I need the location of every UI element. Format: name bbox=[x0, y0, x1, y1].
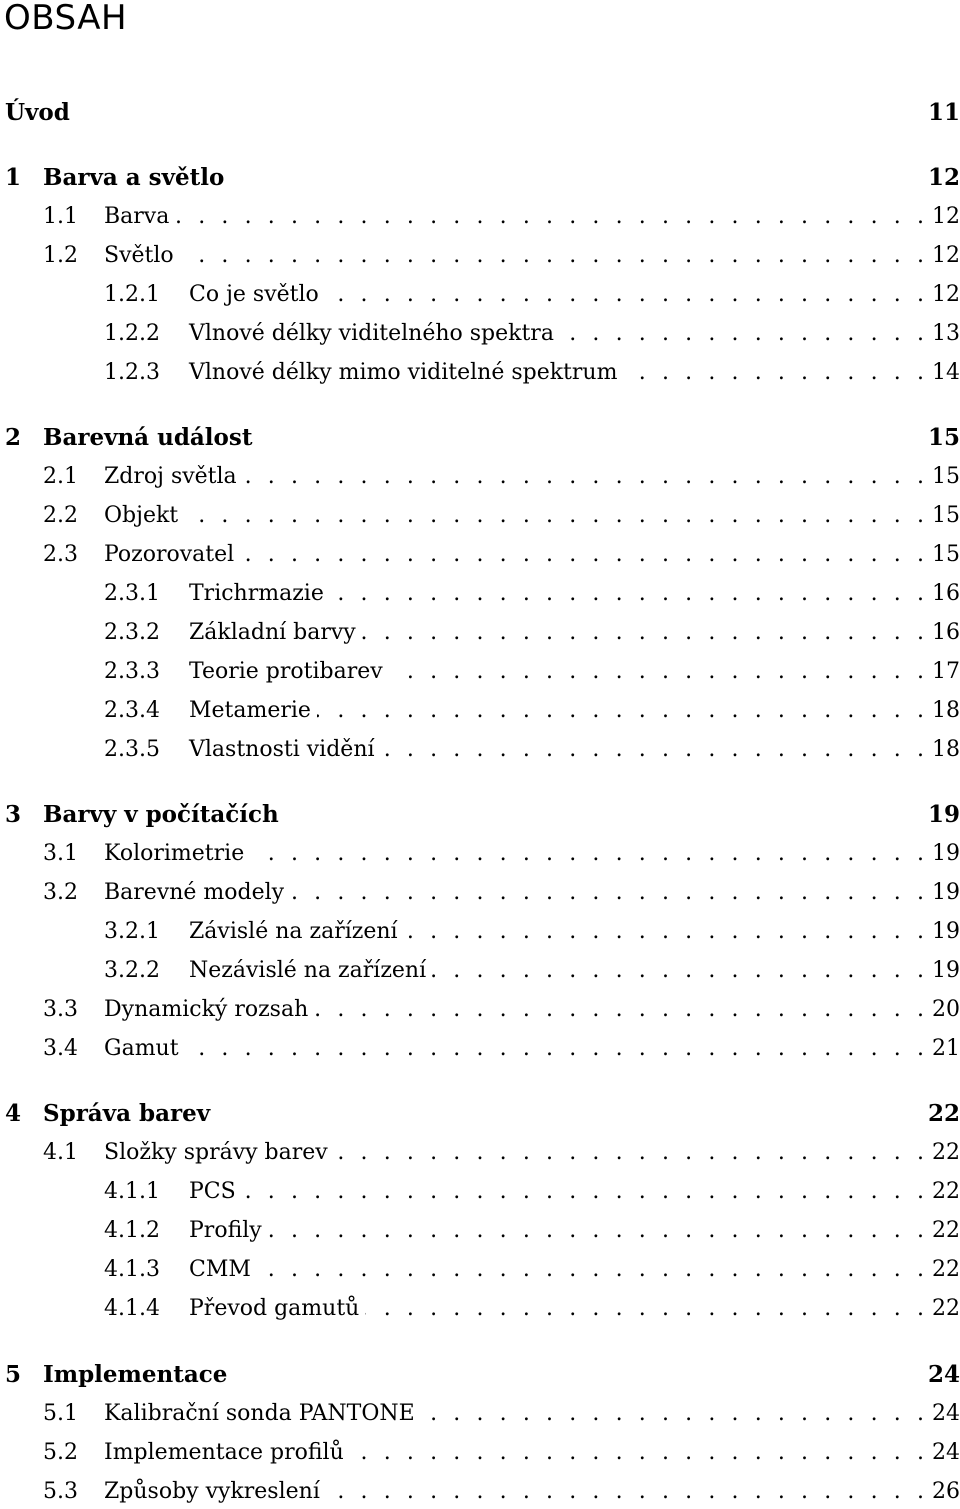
toc-entry-page-number: 20 bbox=[932, 996, 960, 1022]
toc-entry-page-number: 22 bbox=[932, 1178, 960, 1204]
toc-section-entry[interactable] bbox=[5, 836, 960, 870]
toc-dot-leader bbox=[290, 880, 924, 905]
toc-entry-page-number: 22 bbox=[927, 1099, 960, 1127]
toc-dot-leader bbox=[325, 282, 924, 307]
toc-entry-number: 1.2.1 bbox=[104, 281, 160, 307]
toc-entry-page-number: 12 bbox=[932, 203, 960, 229]
toc-dot-leader bbox=[180, 243, 924, 268]
toc-section-entry[interactable] bbox=[5, 277, 960, 311]
toc-entry-number: 1.2.3 bbox=[104, 359, 160, 385]
toc-entry-title: Nezávislé na zařízení bbox=[189, 957, 427, 983]
toc-entry-title: Barevná událost bbox=[43, 423, 253, 451]
toc-dot-leader bbox=[334, 1140, 924, 1165]
toc-entry-title: Vlastnosti vidění bbox=[189, 736, 375, 762]
toc-dot-leader bbox=[362, 620, 924, 645]
toc-entry-page-number: 22 bbox=[932, 1217, 960, 1243]
page-title: OBSAH bbox=[4, 0, 128, 38]
toc-entry-number: 2.2 bbox=[43, 502, 78, 528]
toc-entry-number: 1.1 bbox=[43, 203, 78, 229]
toc-entry-page-number: 16 bbox=[932, 580, 960, 606]
toc-dot-leader bbox=[404, 919, 924, 944]
toc-entry-page-number: 12 bbox=[932, 281, 960, 307]
toc-entry-number: 4.1.1 bbox=[104, 1178, 160, 1204]
toc-entry-number: 1.2 bbox=[43, 242, 78, 268]
toc-section-entry[interactable] bbox=[5, 576, 960, 610]
toc-entry-title: Vlnové délky viditelného spektra bbox=[189, 320, 554, 346]
toc-entry-page-number: 26 bbox=[932, 1478, 960, 1504]
toc-entry-title: Složky správy barev bbox=[104, 1139, 328, 1165]
toc-entry-number: 5.1 bbox=[43, 1400, 78, 1426]
toc-entry-page-number: 19 bbox=[927, 800, 960, 828]
toc-entry-title: Úvod bbox=[5, 98, 70, 126]
toc-entry-number: 2.3.3 bbox=[104, 658, 160, 684]
toc-entry-title: Barva bbox=[104, 203, 170, 229]
toc-entry-page-number: 24 bbox=[932, 1400, 960, 1426]
toc-entry-number: 2.3.4 bbox=[104, 697, 160, 723]
toc-entry-number: 2.3 bbox=[43, 541, 78, 567]
toc-entry-title: Metamerie bbox=[189, 697, 311, 723]
toc-section-entry[interactable] bbox=[5, 537, 960, 571]
toc-section-entry[interactable] bbox=[5, 1291, 960, 1325]
toc-entry-page-number: 19 bbox=[932, 918, 960, 944]
toc-entry-number: 3.2.2 bbox=[104, 957, 160, 983]
toc-chapter-entry[interactable] bbox=[5, 1096, 960, 1130]
toc-entry-page-number: 13 bbox=[932, 320, 960, 346]
toc-entry-title: Pozorovatel bbox=[104, 541, 235, 567]
toc-entry-number: 4.1.4 bbox=[104, 1295, 160, 1321]
toc-dot-leader bbox=[184, 503, 924, 528]
toc-entry-page-number: 15 bbox=[932, 502, 960, 528]
toc-dot-leader bbox=[326, 1479, 924, 1504]
toc-entry-number: 5.2 bbox=[43, 1439, 78, 1465]
toc-section-entry[interactable] bbox=[5, 615, 960, 649]
toc-entry-page-number: 15 bbox=[927, 423, 960, 451]
toc-section-entry[interactable] bbox=[5, 199, 960, 233]
toc-entry-page-number: 15 bbox=[932, 463, 960, 489]
toc-entry-number: 2 bbox=[5, 423, 22, 451]
toc-section-entry[interactable] bbox=[5, 914, 960, 948]
toc-section-entry[interactable] bbox=[5, 992, 960, 1026]
toc-entry-number: 4.1.3 bbox=[104, 1256, 160, 1282]
toc-entry-title: Správa barev bbox=[43, 1099, 211, 1127]
toc-entry-title: Základní barvy bbox=[189, 619, 356, 645]
toc-section-entry[interactable] bbox=[5, 355, 960, 389]
toc-dot-leader bbox=[250, 841, 924, 866]
toc-entry-page-number: 22 bbox=[932, 1139, 960, 1165]
toc-entry-title: Závislé na zařízení bbox=[189, 918, 398, 944]
toc-entry-title: Zdroj světla bbox=[104, 463, 237, 489]
toc-entry-page-number: 16 bbox=[932, 619, 960, 645]
toc-dot-leader bbox=[560, 321, 924, 346]
toc-chapter-entry[interactable] bbox=[5, 420, 960, 454]
toc-dot-leader bbox=[268, 1218, 924, 1243]
toc-section-entry[interactable] bbox=[5, 498, 960, 532]
toc-dot-leader bbox=[432, 958, 924, 983]
toc-dot-leader bbox=[317, 698, 924, 723]
toc-section-entry[interactable] bbox=[5, 1474, 960, 1508]
toc-entry-title: Profily bbox=[189, 1217, 262, 1243]
toc-dot-leader bbox=[175, 204, 924, 229]
toc-chapter-entry[interactable] bbox=[5, 95, 960, 129]
toc-entry-page-number: 19 bbox=[932, 840, 960, 866]
toc-entry-title: Gamut bbox=[104, 1035, 179, 1061]
toc-entry-number: 2.1 bbox=[43, 463, 78, 489]
toc-entry-number: 1.2.2 bbox=[104, 320, 160, 346]
toc-section-entry[interactable] bbox=[5, 1031, 960, 1065]
toc-entry-number: 3 bbox=[5, 800, 22, 828]
toc-entry-number: 3.4 bbox=[43, 1035, 78, 1061]
toc-entry-title: Dynamický rozsah bbox=[104, 996, 309, 1022]
toc-entry-number: 3.2 bbox=[43, 879, 78, 905]
toc-entry-number: 4.1.2 bbox=[104, 1217, 160, 1243]
toc-entry-page-number: 15 bbox=[932, 541, 960, 567]
toc-dot-leader bbox=[257, 1257, 924, 1282]
toc-section-entry[interactable] bbox=[5, 875, 960, 909]
toc-entry-title: Kalibrační sonda PANTONE bbox=[104, 1400, 415, 1426]
toc-section-entry[interactable] bbox=[5, 1435, 960, 1469]
toc-chapter-entry[interactable] bbox=[5, 1357, 960, 1391]
toc-entry-page-number: 24 bbox=[927, 1360, 960, 1388]
toc-entry-page-number: 18 bbox=[932, 697, 960, 723]
toc-entry-page-number: 22 bbox=[932, 1295, 960, 1321]
toc-section-entry[interactable] bbox=[5, 459, 960, 493]
toc-entry-title: Teorie protibarev bbox=[189, 658, 383, 684]
toc-entry-title: Převod gamutů bbox=[189, 1295, 360, 1321]
toc-section-entry[interactable] bbox=[5, 238, 960, 272]
toc-entry-number: 4.1 bbox=[43, 1139, 78, 1165]
toc-entry-number: 5 bbox=[5, 1360, 22, 1388]
toc-dot-leader bbox=[185, 1036, 924, 1061]
toc-section-entry[interactable] bbox=[5, 1135, 960, 1169]
toc-dot-leader bbox=[350, 1440, 924, 1465]
toc-entry-title: Objekt bbox=[104, 502, 179, 528]
toc-entry-number: 4 bbox=[5, 1099, 22, 1127]
toc-entry-title: CMM bbox=[189, 1256, 251, 1282]
toc-entry-number: 2.3.1 bbox=[104, 580, 160, 606]
toc-entry-number: 2.3.5 bbox=[104, 736, 160, 762]
toc-entry-number: 3.1 bbox=[43, 840, 78, 866]
toc-entry-title: Trichrmazie bbox=[189, 580, 324, 606]
toc-dot-leader bbox=[421, 1401, 924, 1426]
toc-entry-page-number: 19 bbox=[932, 879, 960, 905]
toc-section-entry[interactable] bbox=[5, 1252, 960, 1286]
toc-section-entry[interactable] bbox=[5, 1174, 960, 1208]
toc-dot-leader bbox=[381, 737, 924, 762]
toc-section-entry[interactable] bbox=[5, 654, 960, 688]
toc-section-entry[interactable] bbox=[5, 732, 960, 766]
toc-entry-page-number: 21 bbox=[932, 1035, 960, 1061]
toc-dot-leader bbox=[242, 1179, 924, 1204]
toc-entry-number: 3.2.1 bbox=[104, 918, 160, 944]
toc-dot-leader bbox=[389, 659, 924, 684]
toc-entry-title: Implementace bbox=[43, 1360, 228, 1388]
toc-section-entry[interactable] bbox=[5, 316, 960, 350]
toc-chapter-entry[interactable] bbox=[5, 160, 960, 194]
toc-entry-title: Implementace profilů bbox=[104, 1439, 344, 1465]
toc-entry-page-number: 11 bbox=[927, 98, 960, 126]
toc-entry-title: PCS bbox=[189, 1178, 236, 1204]
toc-entry-number: 3.3 bbox=[43, 996, 78, 1022]
toc-dot-leader bbox=[243, 464, 924, 489]
toc-entry-number: 5.3 bbox=[43, 1478, 78, 1504]
toc-entry-page-number: 12 bbox=[927, 163, 960, 191]
toc-entry-title: Barevné modely bbox=[104, 879, 285, 905]
toc-entry-title: Co je světlo bbox=[189, 281, 319, 307]
toc-entry-page-number: 17 bbox=[932, 658, 960, 684]
toc-section-entry[interactable] bbox=[5, 693, 960, 727]
toc-dot-leader bbox=[314, 997, 924, 1022]
toc-dot-leader bbox=[240, 542, 924, 567]
toc-dot-leader bbox=[330, 581, 924, 606]
toc-entry-page-number: 12 bbox=[932, 242, 960, 268]
toc-section-entry[interactable] bbox=[5, 1213, 960, 1247]
toc-entry-number: 1 bbox=[5, 163, 22, 191]
toc-entry-title: Kolorimetrie bbox=[104, 840, 245, 866]
toc-entry-number: 2.3.2 bbox=[104, 619, 160, 645]
toc-section-entry[interactable] bbox=[5, 1396, 960, 1430]
toc-entry-title: Světlo bbox=[104, 242, 174, 268]
toc-entry-page-number: 18 bbox=[932, 736, 960, 762]
toc-entry-page-number: 22 bbox=[932, 1256, 960, 1282]
toc-entry-title: Vlnové délky mimo viditelné spektrum bbox=[189, 359, 618, 385]
toc-entry-title: Barva a světlo bbox=[43, 163, 225, 191]
toc-entry-page-number: 14 bbox=[932, 359, 960, 385]
toc-entry-page-number: 24 bbox=[932, 1439, 960, 1465]
toc-entry-page-number: 19 bbox=[932, 957, 960, 983]
toc-dot-leader bbox=[623, 360, 924, 385]
toc-section-entry[interactable] bbox=[5, 953, 960, 987]
toc-entry-title: Způsoby vykreslení bbox=[104, 1478, 320, 1504]
toc-dot-leader bbox=[365, 1296, 924, 1321]
toc-entry-title: Barvy v počítačích bbox=[43, 800, 279, 828]
toc-chapter-entry[interactable] bbox=[5, 797, 960, 831]
